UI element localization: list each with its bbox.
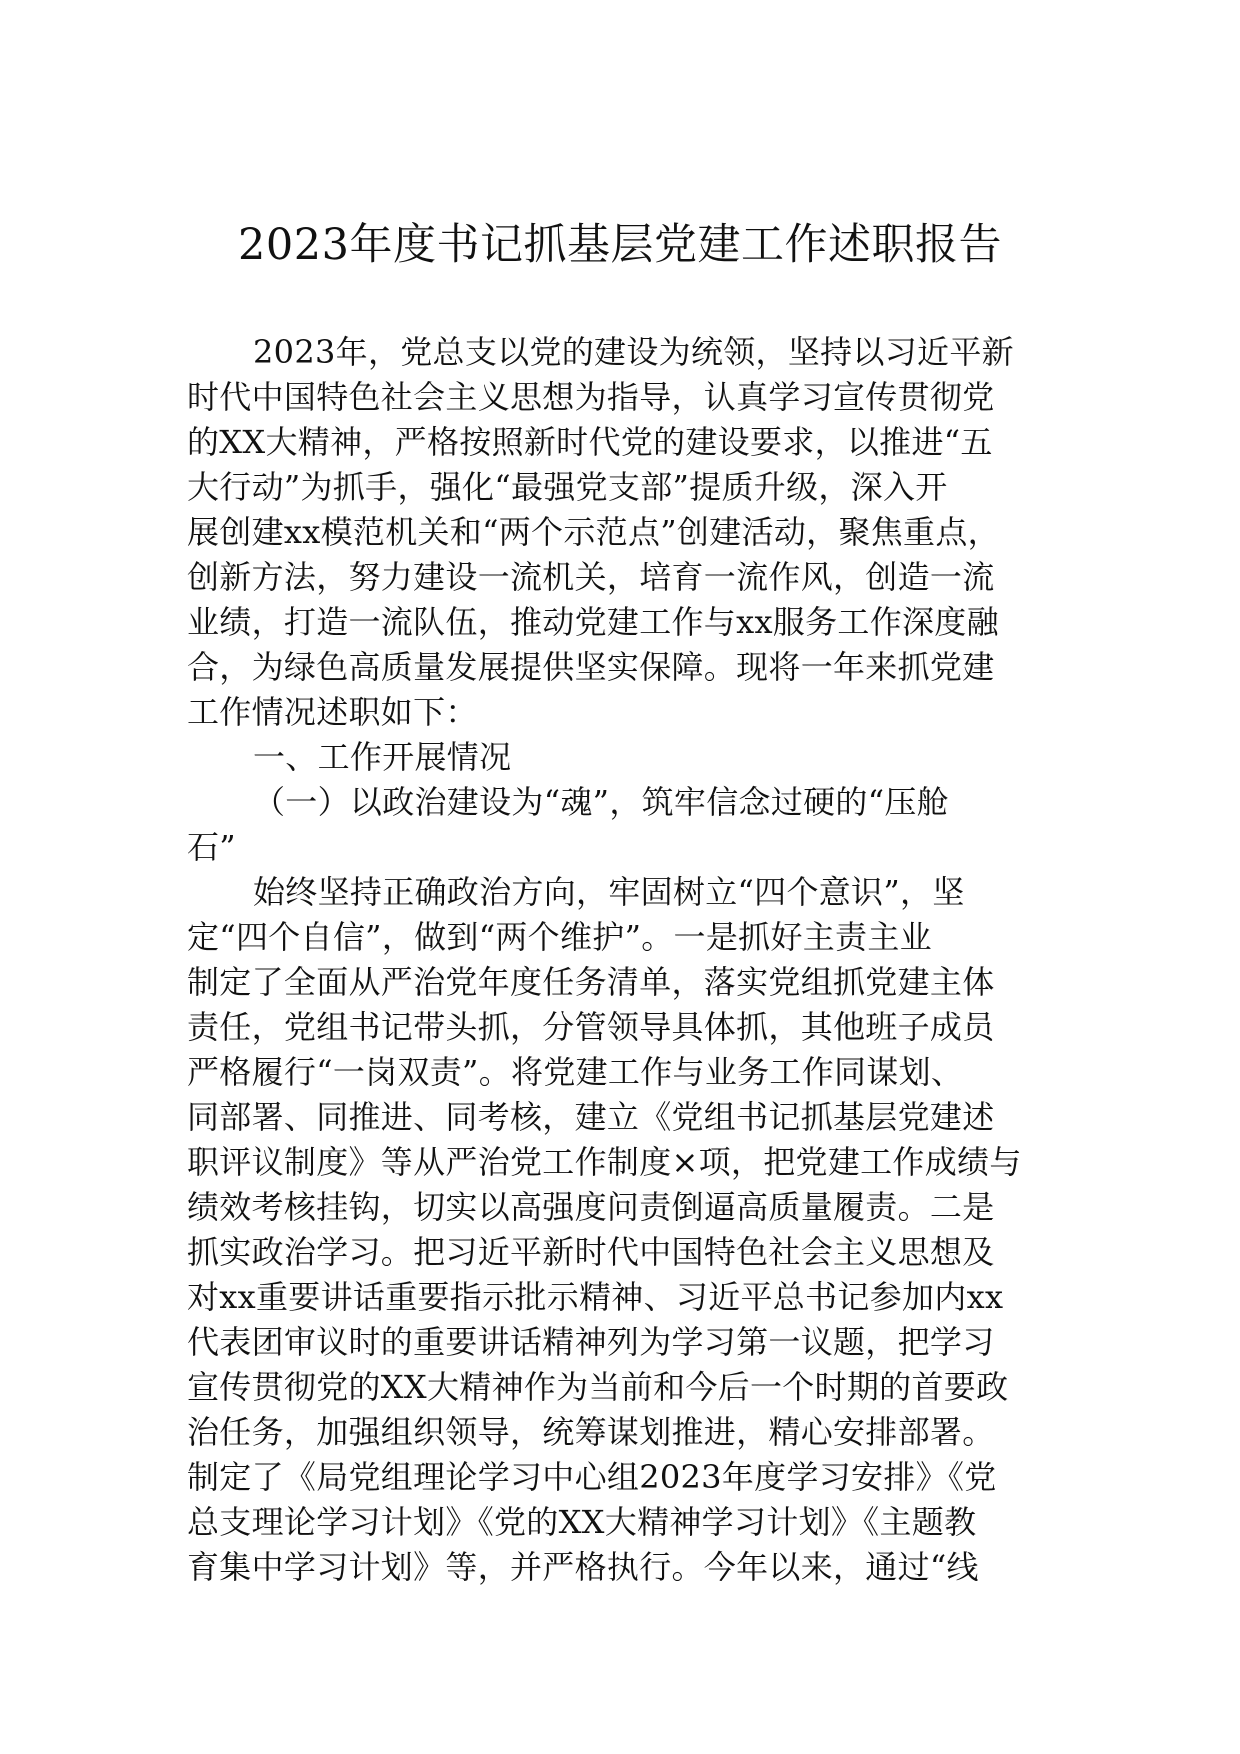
paragraph-line: 职评议制度》等从严治党工作制度×项，把党建工作成绩与 <box>187 1143 1022 1181</box>
paragraph-line: 业绩，打造一流队伍，推动党建工作与xx服务工作深度融 <box>187 603 999 641</box>
section-heading: 一、工作开展情况 <box>253 738 512 776</box>
paragraph-line: 制定了《局党组理论学习中心组2023年度学习安排》《党 <box>187 1458 997 1496</box>
paragraph-line: 责任，党组书记带头抓，分管领导具体抓，其他班子成员 <box>187 1008 995 1046</box>
subsection-heading: （一）以政治建设为“魂”，筑牢信念过硬的“压舱 <box>253 783 949 821</box>
paragraph-line: 展创建xx模范机关和“两个示范点”创建活动，聚焦重点， <box>187 513 1000 551</box>
paragraph-line: 对xx重要讲话重要指示批示精神、习近平总书记参加内xx <box>187 1278 1004 1316</box>
paragraph-line: 制定了全面从严治党年度任务清单，落实党组抓党建主体 <box>187 963 995 1001</box>
paragraph-line: 抓实政治学习。把习近平新时代中国特色社会主义思想及 <box>187 1233 995 1271</box>
paragraph-line: 总支理论学习计划》《党的XX大精神学习计划》《主题教 <box>187 1503 977 1541</box>
paragraph-line: 大行动”为抓手，强化“最强党支部”提质升级，深入开 <box>187 468 948 506</box>
document-body <box>187 330 1055 1590</box>
subsection-heading-continued: 石” <box>187 828 236 866</box>
paragraph-line: 2023年，党总支以党的建设为统领，坚持以习近平新 <box>253 333 1014 371</box>
document-title: 2023年度书记抓基层党建工作述职报告 <box>238 220 1002 270</box>
paragraph-line: 同部署、同推进、同考核，建立《党组书记抓基层党建述 <box>187 1098 995 1136</box>
paragraph-line: 治任务，加强组织领导，统筹谋划推进，精心安排部署。 <box>187 1413 995 1451</box>
paragraph-line: 宣传贯彻党的XX大精神作为当前和今后一个时期的首要政 <box>187 1368 1009 1406</box>
paragraph-line: 创新方法，努力建设一流机关，培育一流作风，创造一流 <box>187 558 995 596</box>
paragraph-line: 严格履行“一岗双责”。将党建工作与业务工作同谋划、 <box>187 1053 964 1091</box>
paragraph-line: 育集中学习计划》等，并严格执行。今年以来，通过“线 <box>187 1548 979 1586</box>
paragraph-line: 时代中国特色社会主义思想为指导，认真学习宣传贯彻党 <box>187 378 995 416</box>
paragraph-line: 合，为绿色高质量发展提供坚实保障。现将一年来抓党建 <box>187 648 995 686</box>
paragraph-line: 代表团审议时的重要讲话精神列为学习第一议题，把学习 <box>187 1323 995 1361</box>
paragraph-line: 定“四个自信”，做到“两个维护”。一是抓好主责主业 <box>187 918 932 956</box>
paragraph-line: 绩效考核挂钩，切实以高强度问责倒逼高质量履责。二是 <box>187 1188 995 1226</box>
paragraph-line: 始终坚持正确政治方向，牢固树立“四个意识”，坚 <box>253 873 965 911</box>
paragraph-line: 的XX大精神，严格按照新时代党的建设要求，以推进“五 <box>187 423 993 461</box>
paragraph-line: 工作情况述职如下： <box>187 693 478 731</box>
